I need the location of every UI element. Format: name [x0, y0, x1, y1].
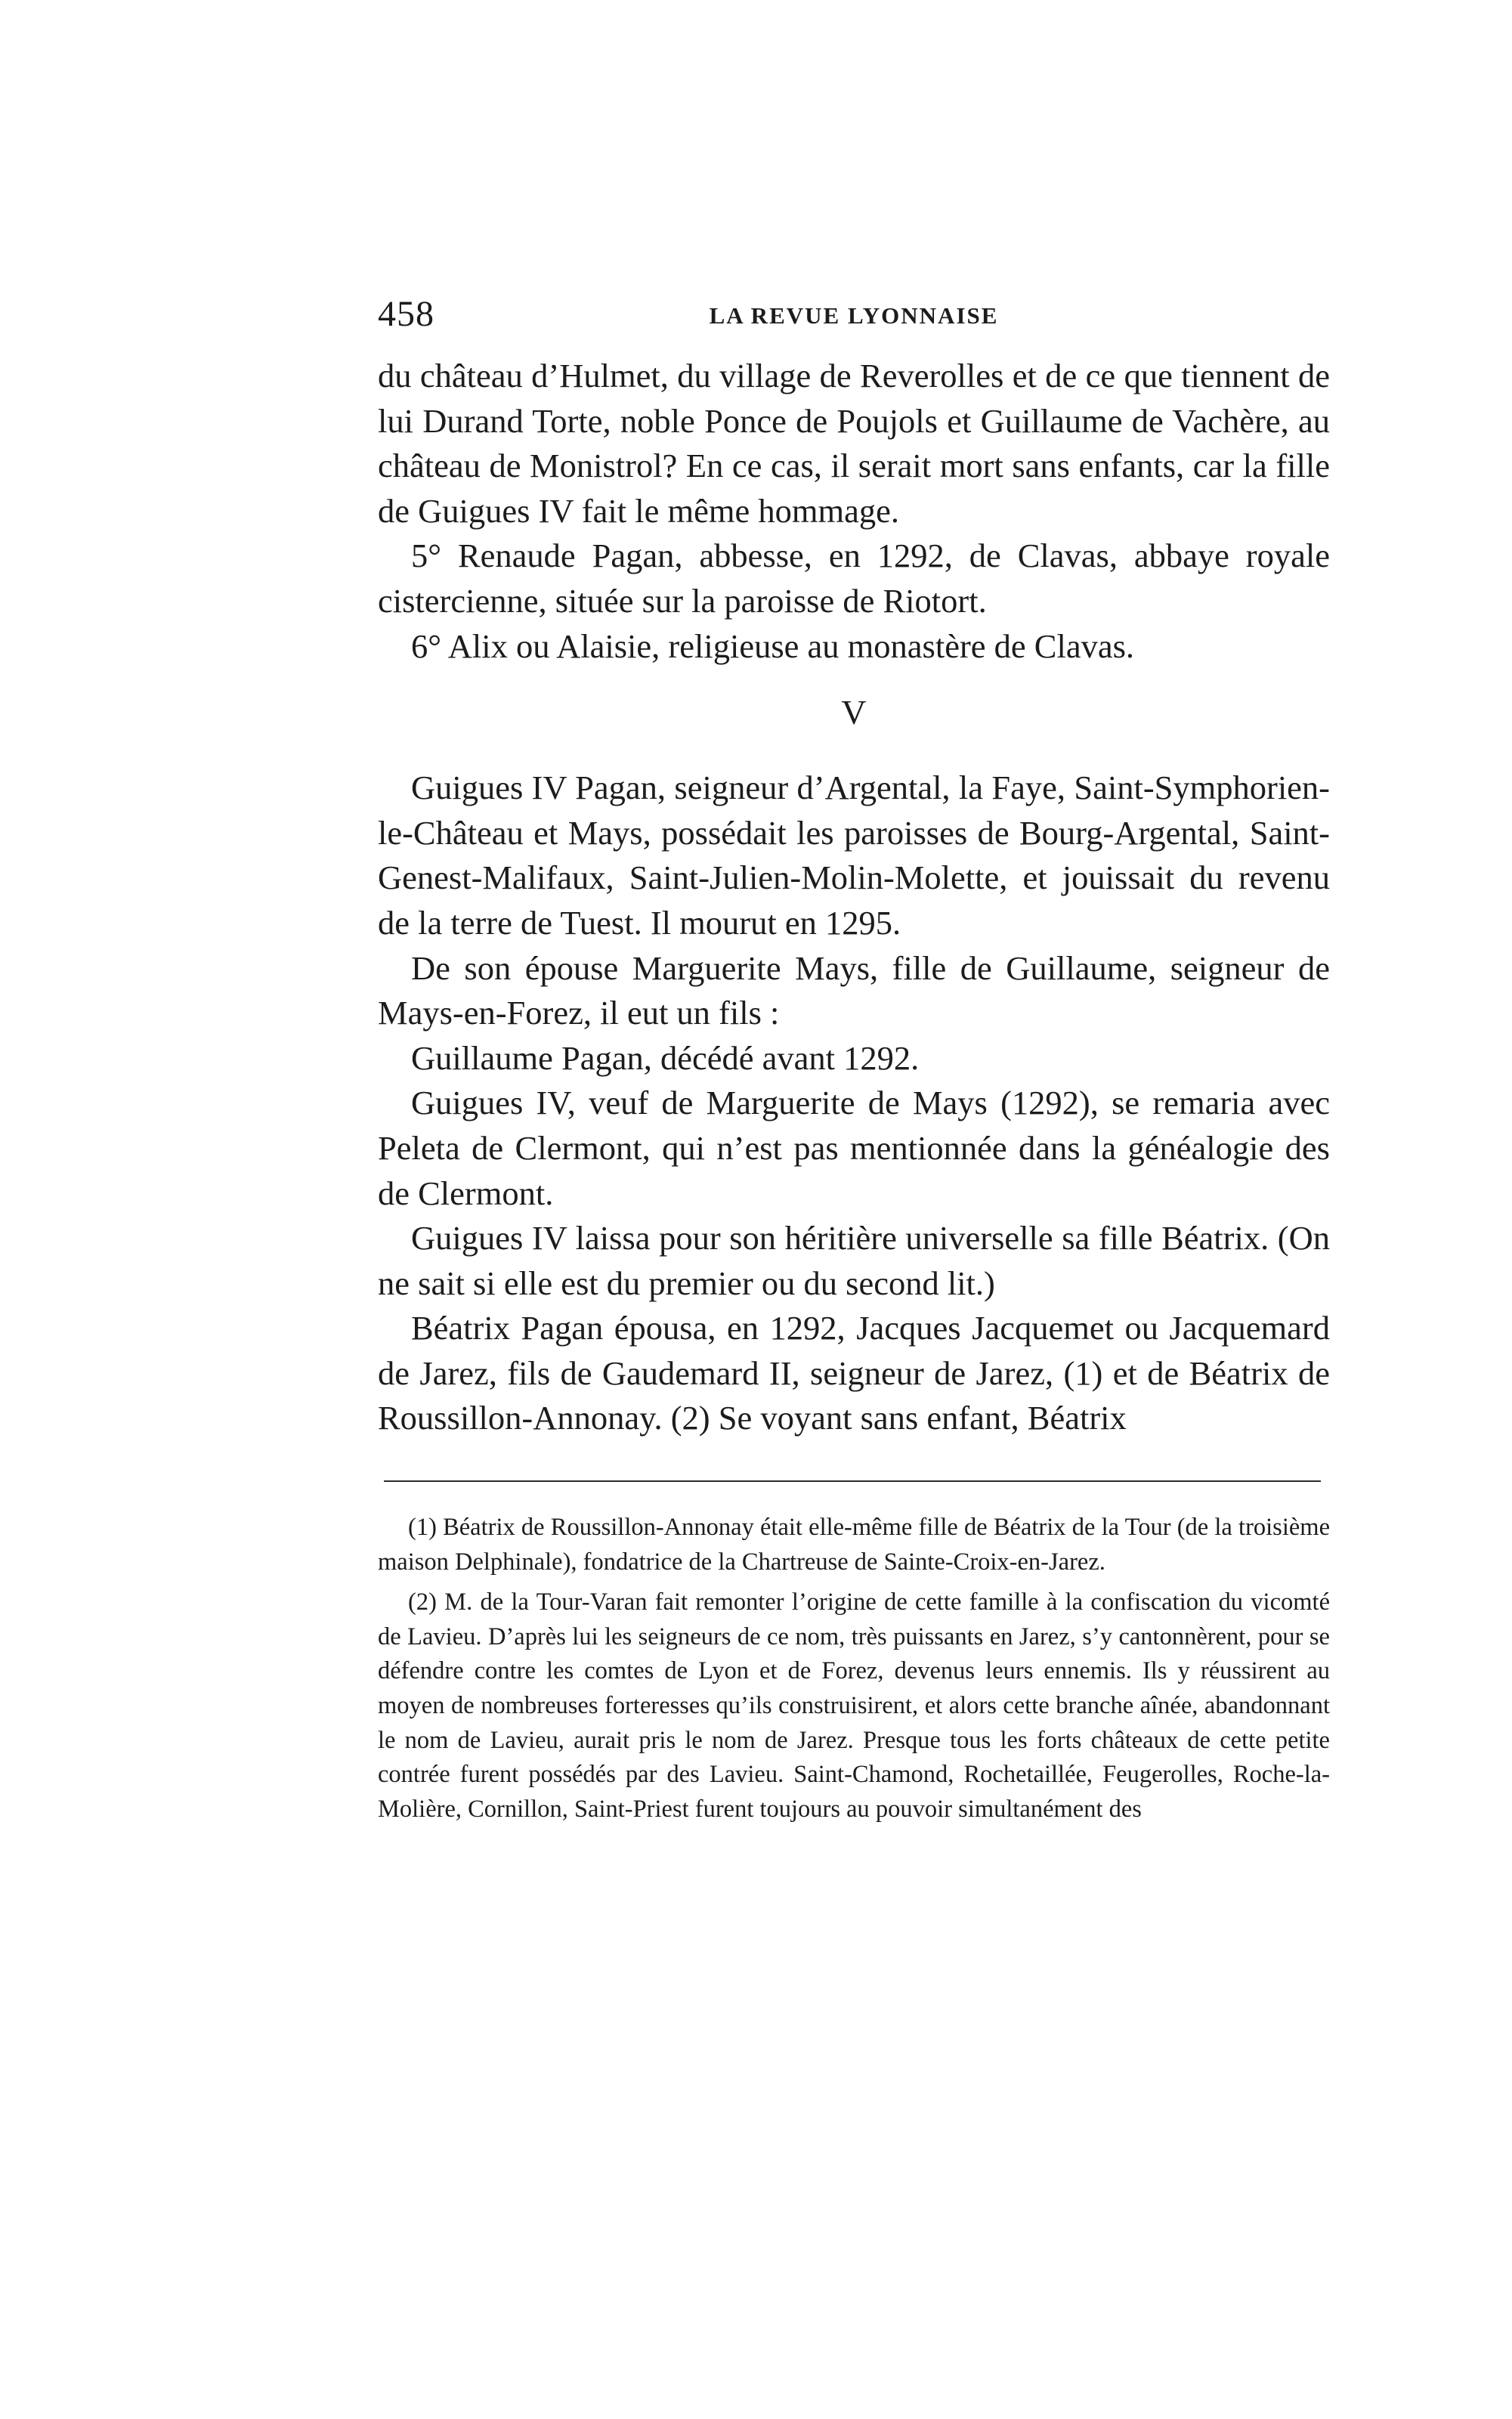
footnote-1: (1) Béatrix de Roussillon-Annonay était elle-même fille de Béatrix de la Tour (de la troisième maison Delphinale), fondatrice de la Chartreuse de Sainte-Croix-en-Jarez. — [378, 1514, 1330, 1576]
body-text — [378, 354, 1330, 1441]
paragraph: Béatrix Pagan épousa, en 1292, Jacques Jacquemet ou Jacquemard de Jarez, fils de Gaudemard II, seigneur de Jarez, (1) et de Béatrix de Roussillon-Annonay. (2) Se voyant sans enfant, Béatrix — [378, 1309, 1330, 1437]
paragraph: Guigues IV Pagan, seigneur d’Argental, la Faye, Saint-Symphorien-le-Château et Mays, possédait les paroisses de Bourg-Argental, Saint-Genest-Malifaux, Saint-Julien-Molin-Molette, et jouissait du revenu de la terre de Tuest. Il mourut en 1295. — [378, 769, 1330, 942]
paragraph: 6° Alix ou Alaisie, religieuse au monastère de Clavas. — [411, 626, 1135, 665]
paragraph: 5° Renaude Pagan, abbesse, en 1292, de Clavas, abbaye royale cistercienne, située sur la paroisse de Riotort. — [378, 537, 1330, 620]
paragraph: Guigues IV laissa pour son héritière universelle sa fille Béatrix. (On ne sait si elle est du premier ou du second lit.) — [378, 1219, 1330, 1302]
footnote-2: (2) M. de la Tour-Varan fait remonter l’origine de cette famille à la confiscation du vicomté de Lavieu. D’après lui les seigneurs de ce nom, très puissants en Jarez, s’y cantonnèrent, pour se défendre contre les comtes de Lyon et de Forez, devenus leurs ennemis. Ils y réussirent au moyen de nombreuses forteresses qu’ils construisirent, et alors cette branche aînée, abandonnant le nom de Lavieu, aurait pris le nom de Jarez. Presque tous les forts châteaux de cette petite contrée furent possédés par des Lavieu. Saint-Chamond, Rochetaillée, Feugerolles, Roche-la-Molière, Cornillon, Saint-Priest furent toujours au pouvoir simultanément des — [378, 1588, 1330, 1823]
page-number: 458 — [378, 294, 434, 334]
paragraph: Guigues IV, veuf de Marguerite de Mays (1292), se remaria avec Peleta de Clermont, qui n’est pas mentionnée dans la généalogie des de Clermont. — [378, 1084, 1330, 1212]
page-header — [378, 293, 1330, 354]
paragraph: du château d’Hulmet, du village de Reverolles et de ce que tiennent de lui Durand Torte, noble Ponce de Poujols et Guillaume de Vachère, au château de Monistrol? En ce cas, il serait mort sans enfants, car la fille de Guigues IV fait le même hommage. — [378, 357, 1330, 530]
running-title: LA REVUE LYONNAISE — [709, 302, 999, 329]
paragraph: De son épouse Marguerite Mays, fille de Guillaume, seigneur de Mays-en-Forez, il eut un fils : — [378, 948, 1330, 1032]
book-page — [378, 293, 1330, 1833]
section-heading: V — [841, 693, 867, 732]
paragraph: Guillaume Pagan, décédé avant 1292. — [411, 1038, 920, 1077]
footnotes — [378, 1511, 1330, 1827]
footnote-divider — [384, 1480, 1321, 1482]
